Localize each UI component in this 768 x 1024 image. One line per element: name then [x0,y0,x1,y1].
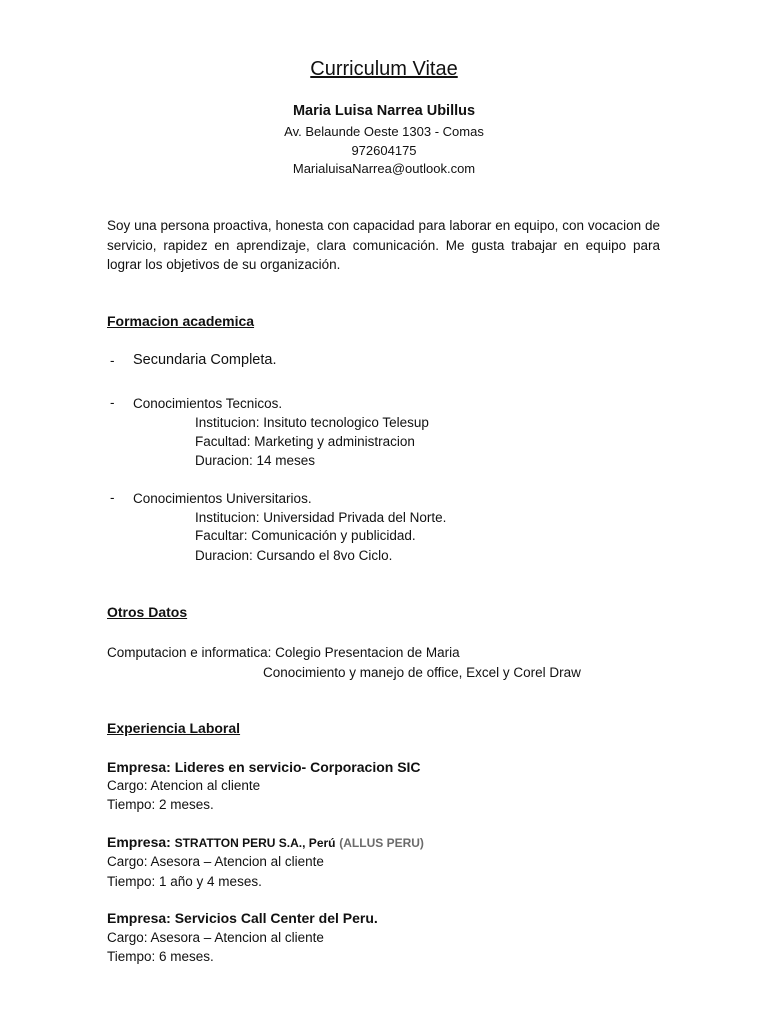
computing-line: Computacion e informatica: Colegio Presentacion de Maria [107,645,460,660]
address: Av. Belaunde Oeste 1303 - Comas [284,124,484,139]
job2-duration: Tiempo: 1 año y 4 meses. [107,874,262,889]
job3-company: Empresa: Servicios Call Center del Peru. [107,910,378,926]
job1-company: Empresa: Lideres en servicio- Corporacion SIC [107,759,421,775]
bullet-dash: - [110,490,115,505]
education-heading: Formacion academica [107,313,255,329]
job2-company-name: STRATTON PERU S.A., Perú [174,836,336,850]
job3-role: Cargo: Asesora – Atencion al cliente [107,930,324,945]
bullet-dash: - [110,395,115,410]
profile-summary: Soy una persona proactiva, honesta con capacidad para laborar en equipo, con vocacion de servicio, rapidez en aprendizaje, clara comunicación. Me gusta trabajar en equipo para lograr los objetivos de su organización. [107,218,660,272]
technical-institution: Institucion: Insituto tecnologico Telesup [195,415,429,430]
page-title: Curriculum Vitae [310,58,458,80]
bullet-dash: - [110,353,115,368]
job2-company-extra: (ALLUS PERU) [339,836,424,850]
software-line: Conocimiento y manejo de office, Excel y Corel Draw [263,665,581,680]
job2-role: Cargo: Asesora – Atencion al cliente [107,854,324,869]
university-faculty: Facultar: Comunicación y publicidad. [195,528,416,543]
phone: 972604175 [351,143,417,158]
job1-role: Cargo: Atencion al cliente [107,778,261,793]
university-duration: Duracion: Cursando el 8vo Ciclo. [195,548,393,563]
education-item-university: Conocimientos Universitarios. [133,491,312,506]
email: MarialuisaNarrea@outlook.com [292,161,476,176]
job2-company [107,834,424,850]
candidate-name: Maria Luisa Narrea Ubillus [292,103,476,119]
technical-faculty: Facultad: Marketing y administracion [195,434,415,449]
job2-company-label: Empresa: [107,834,171,850]
education-item-secondary: Secundaria Completa. [133,352,277,368]
university-institution: Institucion: Universidad Privada del Norte. [195,510,447,525]
experience-heading: Experiencia Laboral [107,720,241,736]
technical-duration: Duracion: 14 meses [195,453,316,468]
job3-duration: Tiempo: 6 meses. [107,949,214,964]
other-data-heading: Otros Datos [107,604,188,620]
education-item-technical: Conocimientos Tecnicos. [133,396,283,411]
job1-duration: Tiempo: 2 meses. [107,797,214,812]
